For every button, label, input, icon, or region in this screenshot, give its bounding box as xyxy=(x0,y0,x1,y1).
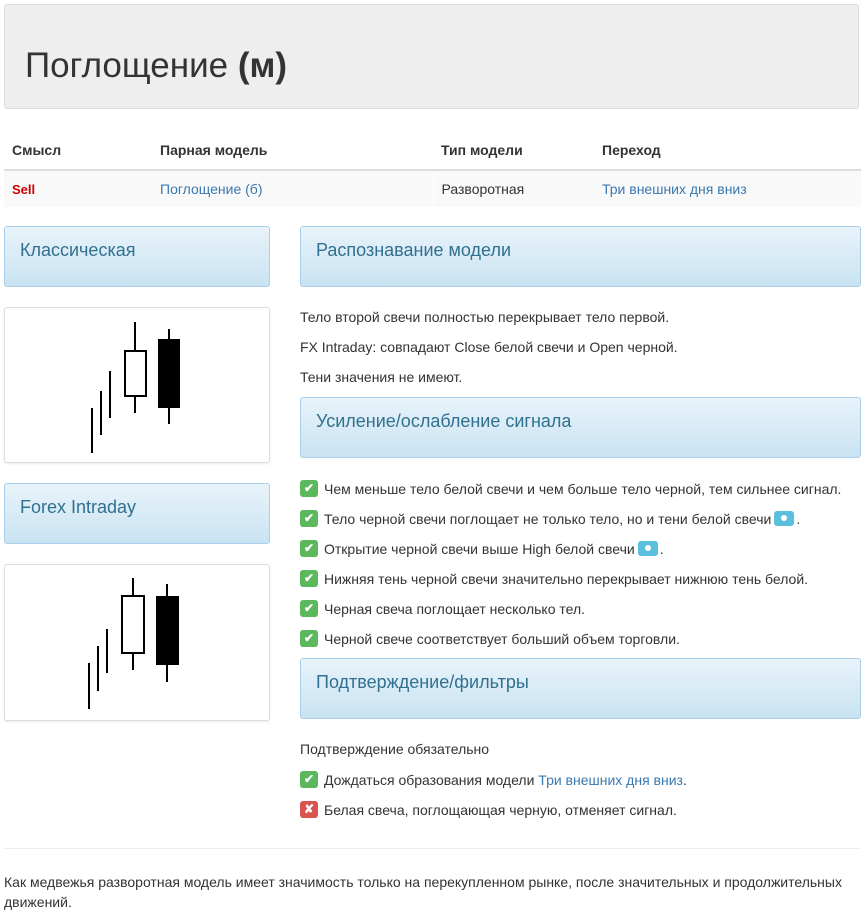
recognition-line-3: Тени значения не имеют. xyxy=(300,369,463,385)
list-item: ✔ Нижняя тень черной свечи значительно перекрывает нижнюю тень белой. xyxy=(300,570,808,587)
classic-candles-graphic xyxy=(5,308,271,464)
divider xyxy=(4,848,861,849)
header-meaning: Смысл xyxy=(4,130,152,170)
recognition-line-2: FX Intraday: совпадают Close белой свечи и Open черной. xyxy=(300,339,678,355)
footer-note: Как медвежья разворотная модель имеет значимость только на перекупленном рынке, после значительных и продолжительных движений. xyxy=(4,874,842,910)
three-outside-days-link[interactable]: Три внешних дня вниз xyxy=(538,771,683,788)
recognition-panel-heading xyxy=(300,226,861,287)
check-icon: ✔ xyxy=(300,771,318,788)
check-icon: ✔ xyxy=(300,480,318,497)
confirm-panel-heading xyxy=(300,658,861,719)
transition-link[interactable]: Три внешних дня вниз xyxy=(602,181,747,197)
page-title: Поглощение (м) xyxy=(25,46,288,85)
info-icon[interactable] xyxy=(638,541,658,556)
info-icon[interactable] xyxy=(774,511,794,526)
header-transition: Переход xyxy=(594,130,861,170)
list-item: ✔ Черной свече соответствует больший объем торговли. xyxy=(300,630,680,647)
confirm-title: Подтверждение/фильтры xyxy=(316,672,529,692)
model-type-value: Разворотная xyxy=(433,170,594,207)
check-icon: ✔ xyxy=(300,630,318,647)
check-icon: ✔ xyxy=(300,570,318,587)
signal-panel-heading xyxy=(300,397,861,458)
list-item: ✔ Дождаться образования модели Три внешних дня вниз . xyxy=(300,771,687,788)
list-item: ✔ Чем меньше тело белой свечи и чем больше тело черной, тем сильнее сигнал. xyxy=(300,480,841,497)
check-icon: ✔ xyxy=(300,600,318,617)
pair-model-link[interactable]: Поглощение (б) xyxy=(160,181,263,197)
forex-pattern-image xyxy=(4,564,270,721)
header-pair-model: Парная модель xyxy=(152,130,433,170)
meaning-sell: Sell xyxy=(12,182,36,197)
list-item: ✔ Черная свеча поглощает несколько тел. xyxy=(300,600,585,617)
pattern-info-table xyxy=(4,130,861,207)
list-item: ✔ Тело черной свечи поглощает не только тело, но и тени белой свечи . xyxy=(300,510,800,527)
check-icon: ✔ xyxy=(300,510,318,527)
list-item: ✔ Открытие черной свечи выше High белой свечи . xyxy=(300,540,664,557)
signal-title: Усиление/ослабление сигнала xyxy=(316,411,572,431)
classic-title: Классическая xyxy=(20,240,136,260)
forex-title: Forex Intraday xyxy=(20,497,137,517)
forex-panel-heading xyxy=(4,483,270,544)
table-row xyxy=(4,170,861,207)
recognition-line-1: Тело второй свечи полностью перекрывает тело первой. xyxy=(300,309,670,325)
header-model-type: Тип модели xyxy=(433,130,594,170)
confirm-required: Подтверждение обязательно xyxy=(300,741,490,757)
classic-panel-heading xyxy=(4,226,270,287)
page-header xyxy=(4,4,859,109)
classic-pattern-image xyxy=(4,307,270,463)
cross-icon: ✘ xyxy=(300,801,318,818)
forex-candles-graphic xyxy=(5,565,271,722)
check-icon: ✔ xyxy=(300,540,318,557)
recognition-title: Распознавание модели xyxy=(316,240,512,260)
list-item: ✘ Белая свеча, поглощающая черную, отменяет сигнал. xyxy=(300,801,677,818)
